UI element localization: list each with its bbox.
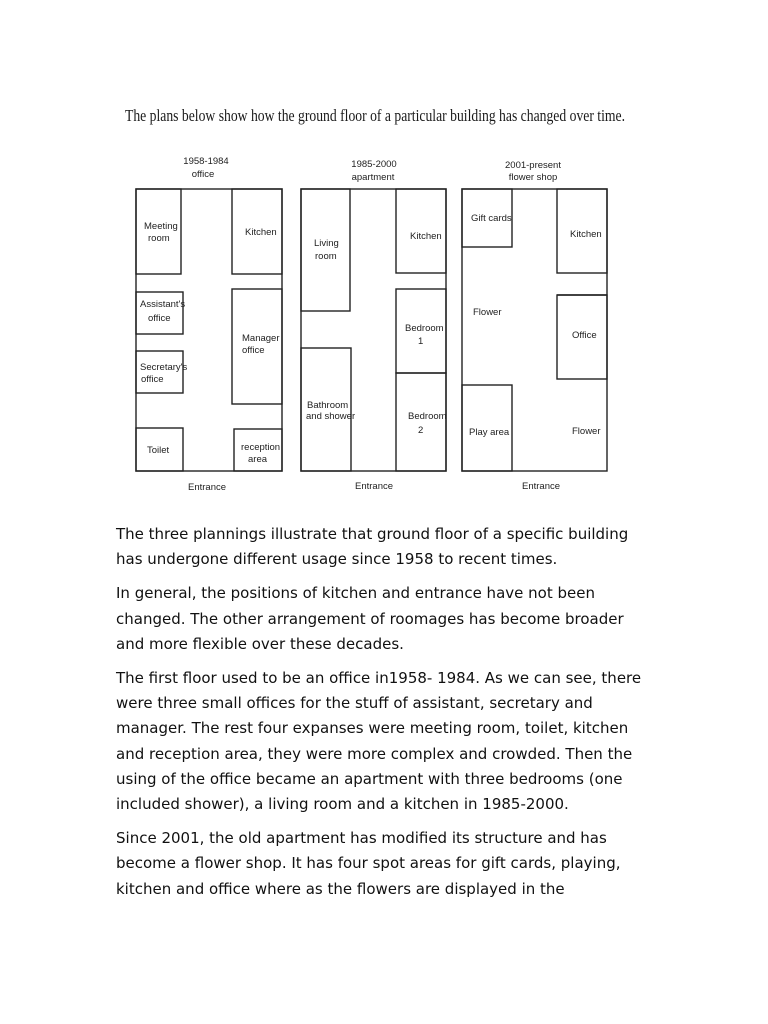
room-label: office bbox=[242, 345, 265, 356]
room-label: Kitchen bbox=[245, 227, 277, 238]
room-label: Bedroom bbox=[405, 323, 444, 334]
plan-usage-label: apartment bbox=[351, 172, 395, 183]
plan-usage-label: office bbox=[191, 169, 215, 180]
room-label: Bathroom bbox=[307, 400, 349, 411]
room-label: Meeting bbox=[144, 221, 178, 232]
floor-plans-figure bbox=[0, 0, 768, 505]
essay-paragraph: The first floor used to be an office in1958- 1984. As we can see, there were three small offices for the stuff of assistant, secretary and manager. The rest four expanses were meeting room, toilet, kitchen and reception area, they were more complex and crowded. Then the using of the office became an apartment with three bedrooms (one included shower), a living room and a kitchen in 1985-2000. bbox=[116, 669, 642, 814]
figure-title: The plans below show how the ground floor of a particular building has changed over time. bbox=[125, 106, 625, 125]
room-label: Secretary's bbox=[140, 362, 188, 373]
room-label: and shower bbox=[306, 411, 356, 422]
room-label: office bbox=[148, 313, 171, 324]
plan-apartment-1985-2000 bbox=[301, 159, 447, 492]
room-label: room bbox=[315, 251, 337, 262]
entrance-label: Entrance bbox=[354, 481, 394, 492]
plan-period-label: 2001-present bbox=[505, 160, 561, 171]
entrance-label: Entrance bbox=[521, 481, 561, 492]
room-label: Manager bbox=[242, 333, 280, 344]
area-label-flower: Flower bbox=[572, 426, 601, 437]
essay-paragraph: The three plannings illustrate that ground floor of a specific building has undergone different usage since 1958 to recent times. bbox=[116, 525, 629, 569]
entrance-label: Entrance bbox=[187, 482, 227, 493]
room-label: office bbox=[141, 374, 164, 385]
plan-usage-label: flower shop bbox=[508, 172, 558, 183]
essay-paragraph: Since 2001, the old apartment has modified its structure and has become a flower shop. It has four spot areas for gift cards, playing, kitchen and office where as the flowers are displayed in the bbox=[116, 829, 621, 898]
room-label: room bbox=[148, 233, 170, 244]
essay-body bbox=[116, 522, 656, 911]
room-living-room bbox=[301, 189, 350, 311]
plan-office-1958-1984 bbox=[136, 156, 282, 493]
room-label: Play area bbox=[469, 427, 510, 438]
room-label: Bedroom bbox=[408, 411, 447, 422]
room-label: Kitchen bbox=[410, 231, 442, 242]
room-label: Kitchen bbox=[570, 229, 602, 240]
area-label-flower: Flower bbox=[473, 307, 502, 318]
plan-flower-shop-2001-present bbox=[462, 160, 607, 492]
room-label: Office bbox=[572, 330, 597, 341]
room-label: Gift cards bbox=[471, 213, 512, 224]
room-label: area bbox=[248, 454, 268, 465]
room-label: Assistant's bbox=[140, 299, 186, 310]
room-label: Toilet bbox=[147, 445, 170, 456]
room-bedroom-2 bbox=[396, 373, 446, 471]
plan-period-label: 1985-2000 bbox=[351, 159, 397, 170]
plan-period-label: 1958-1984 bbox=[183, 156, 229, 167]
room-label: reception bbox=[241, 442, 281, 453]
room-label: Living bbox=[314, 238, 339, 249]
room-label: 1 bbox=[418, 336, 424, 347]
room-label: 2 bbox=[418, 425, 424, 436]
essay-paragraph: In general, the positions of kitchen and entrance have not been changed. The other arrangement of roomages has become broader and more flexible over these decades. bbox=[116, 584, 624, 653]
